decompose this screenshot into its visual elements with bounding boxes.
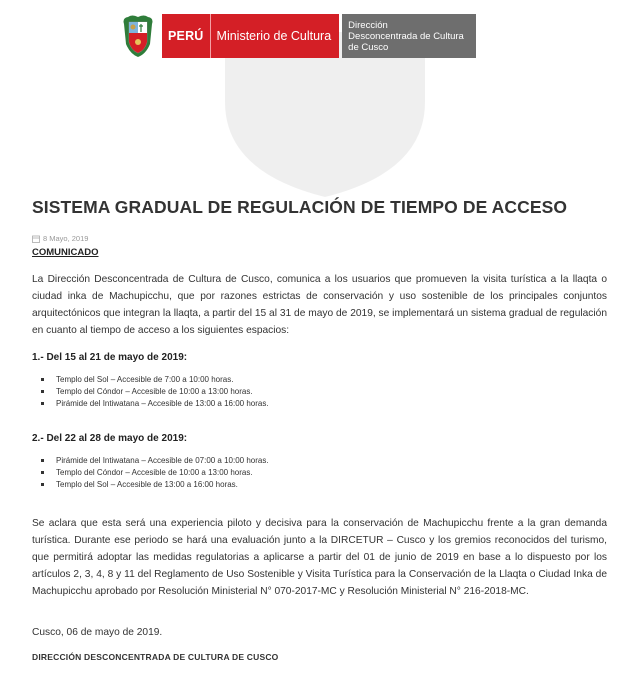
article-title: SISTEMA GRADUAL DE REGULACIÓN DE TIEMPO DE ACCESO bbox=[32, 197, 568, 217]
date-text: 8 Mayo, 2019 bbox=[43, 234, 89, 243]
calendar-icon bbox=[32, 235, 40, 243]
list-item: Templo del Cóndor – Accesible de 10:00 a 13:00 horas. bbox=[38, 386, 269, 398]
peru-label: PERÚ bbox=[162, 14, 210, 58]
signature: DIRECCIÓN DESCONCENTRADA DE CULTURA DE CUSCO bbox=[32, 652, 279, 662]
schedule-list bbox=[38, 455, 269, 490]
list-item: Pirámide del Intiwatana – Accesible de 13:00 a 16:00 horas. bbox=[38, 398, 269, 410]
list-item: Templo del Sol – Accesible de 13:00 a 16:00 horas. bbox=[38, 479, 269, 491]
direction-line: Dirección bbox=[348, 19, 388, 31]
place-date: Cusco, 06 de mayo de 2019. bbox=[32, 627, 163, 638]
ministry-label: Ministerio de Cultura bbox=[210, 14, 340, 58]
article-date bbox=[32, 234, 88, 243]
schedule-list bbox=[38, 374, 269, 409]
list-item: Templo del Cóndor – Accesible de 10:00 a 13:00 horas. bbox=[38, 467, 269, 479]
direction-line: Desconcentrada de Cultura bbox=[348, 30, 464, 42]
coat-of-arms-icon bbox=[120, 14, 156, 58]
intro-paragraph: La Dirección Desconcentrada de Cultura de Cusco, comunica a los usuarios que promueven la visita turística a la llaqta o ciudad inka de Machupicchu, que por razones estrictas de conservación y uso sostenible de los principales conjuntos arquitectónicos que integran la llaqta, a partir del 15 al 31 de mayo de 2019, se implementará un sistema gradual de regulación en cuanto al tiempo de acceso a los siguientes espacios: bbox=[32, 274, 607, 336]
list-item: Pirámide del Intiwatana – Accesible de 07:00 a 10:00 horas. bbox=[38, 455, 269, 467]
direction-label bbox=[342, 14, 476, 58]
article-subtitle: COMUNICADO bbox=[32, 247, 99, 258]
ministry-logo bbox=[120, 14, 476, 58]
closing-paragraph: Se aclara que esta será una experiencia piloto y decisiva para la conservación de Machupicchu frente a la gran demanda turística. Durante ese periodo se hará una evaluación junto a la DIRCETUR – Cusco y los gremios reconocidos del turismo, que permitirá adoptar las medidas regulatorias a aplicarse a partir del 01 de junio de 2019 en base a lo dispuesto por los artículos 2, 3, 4, 8 y 11 del Reglamento de Uso Sostenible y Visita Turística para la Conservación de la Llaqta o Ciudad Inka de Machupicchu aprobado por Resolución Ministerial N° 070-2017-MC y Resolución Ministerial N° 216-2018-MC. bbox=[32, 518, 607, 597]
direction-line: de Cusco bbox=[348, 41, 389, 53]
list-item: Templo del Sol – Accesible de 7:00 a 10:00 horas. bbox=[38, 374, 269, 386]
section-heading: 2.- Del 22 al 28 de mayo de 2019: bbox=[32, 433, 188, 444]
section-heading: 1.- Del 15 al 21 de mayo de 2019: bbox=[32, 352, 188, 363]
